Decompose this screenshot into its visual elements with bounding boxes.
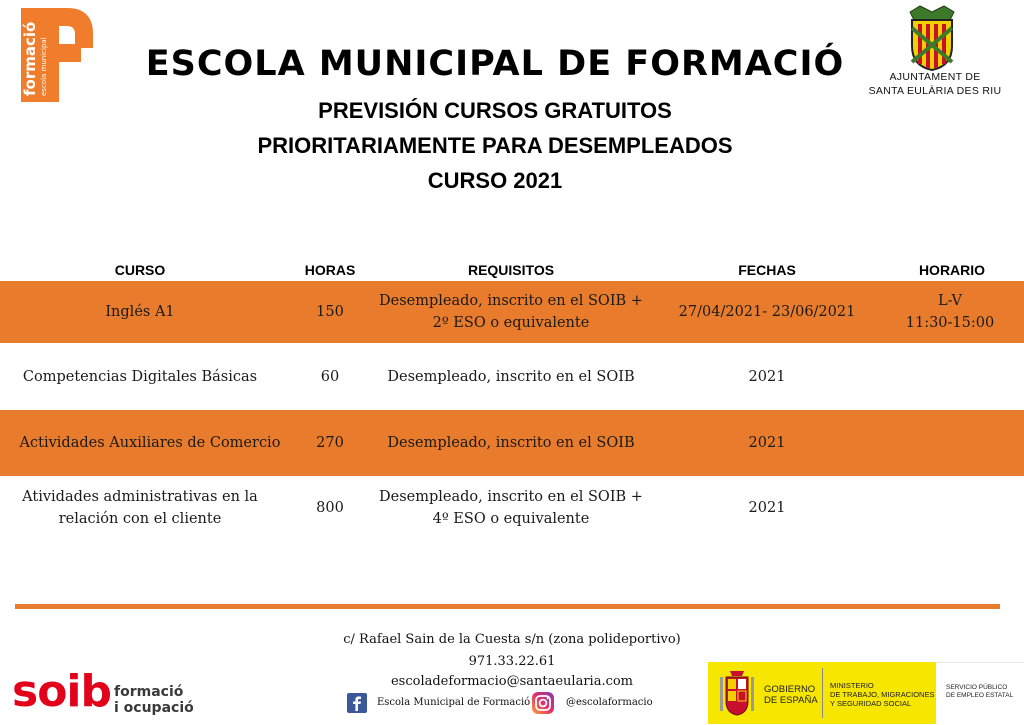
gobierno-line-1: GOBIERNO	[764, 684, 816, 695]
header-requisitos: REQUISITOS	[467, 262, 555, 278]
page-title: ESCOLA MUNICIPAL DE FORMACIÓ	[145, 44, 845, 84]
cell-horas: 150	[316, 304, 344, 320]
requisitos-line-1: Desempleado, inscrito en el SOIB +	[379, 489, 643, 505]
cell-horas: 800	[316, 500, 344, 516]
government-divider	[822, 668, 823, 718]
soib-logo-subtitle	[114, 684, 194, 716]
gobierno-label	[764, 684, 818, 706]
logo-subtext: escola municipal	[40, 37, 48, 96]
footer-email[interactable]: escoladeformacio@santaeularia.com	[390, 674, 634, 689]
cell-curso: Actividades Auxiliares de Comercio	[19, 435, 281, 451]
subtitle-line-3: CURSO 2021	[427, 168, 563, 193]
cell-fechas: 2021	[748, 369, 786, 385]
cell-curso: Inglés A1	[105, 304, 175, 320]
subtitle-line-2: PRIORITARIAMENTE PARA DESEMPLEADOS	[257, 133, 733, 158]
soib-logo-word: soib	[12, 666, 111, 717]
footer-phone: 971.33.22.61	[468, 654, 556, 669]
requisitos-line-1: Desempleado, inscrito en el SOIB +	[379, 293, 643, 309]
table-row	[0, 281, 1024, 343]
ministerio-label	[830, 681, 934, 708]
header-horas: HORAS	[304, 262, 356, 278]
cell-curso: Competencias Digitales Básicas	[22, 369, 258, 385]
cell-requisitos: Desempleado, inscrito en el SOIB	[387, 435, 635, 451]
footer-address: c/ Rafael Sain de la Cuesta s/n (zona polideportivo)	[343, 632, 681, 647]
cell-fechas: 2021	[748, 500, 786, 516]
ajuntament-label	[855, 70, 1015, 98]
requisitos-line-2: 2º ESO o equivalente	[432, 315, 590, 331]
cell-horario	[880, 281, 1020, 343]
footer-divider	[15, 604, 1000, 609]
header-horario: HORARIO	[918, 262, 986, 278]
cell-requisitos	[370, 281, 652, 343]
requisitos-line-2: 4º ESO o equivalente	[432, 511, 590, 527]
header-fechas: FECHAS	[738, 262, 796, 278]
horario-line-1: L-V	[938, 293, 962, 309]
logo-text: formació	[21, 21, 39, 96]
sepe-label	[946, 684, 1013, 700]
formacio-logo-icon	[15, 4, 95, 104]
instagram-icon[interactable]	[531, 691, 555, 715]
ministerio-line-1: MINISTERIO	[830, 681, 874, 690]
horario-line-2: 11:30-15:00	[905, 315, 995, 331]
cell-requisitos: Desempleado, inscrito en el SOIB	[387, 369, 635, 385]
cell-curso	[0, 478, 280, 538]
header-curso: CURSO	[114, 262, 166, 278]
gobierno-line-2: DE ESPAÑA	[764, 695, 818, 706]
soib-line-1: formació	[114, 684, 184, 700]
ajuntament-line-2: SANTA EULÀRIA DES RIU	[868, 85, 1002, 97]
curso-line-1: Atividades administrativas en la	[22, 489, 258, 505]
table-row	[0, 345, 1024, 409]
subtitle-line-1: PREVISIÓN CURSOS GRATUITOS	[318, 98, 672, 123]
municipal-crest-icon	[890, 4, 974, 72]
table-row	[0, 410, 1024, 476]
cell-horas: 60	[320, 369, 340, 385]
soib-line-2: i ocupació	[114, 700, 194, 716]
sepe-line-2: DE EMPLEO ESTATAL	[946, 692, 1014, 699]
cell-horas: 270	[316, 435, 344, 451]
cell-requisitos	[370, 478, 652, 538]
table-row	[0, 478, 1024, 538]
cell-fechas: 2021	[748, 435, 786, 451]
ministerio-line-2: DE TRABAJO, MIGRACIONES	[830, 690, 935, 699]
facebook-link[interactable]: Escola Municipal de Formació	[377, 697, 531, 708]
ajuntament-line-1: AJUNTAMENT DE	[889, 71, 981, 83]
curso-line-2: relación con el cliente	[58, 511, 222, 527]
facebook-icon[interactable]	[347, 693, 367, 713]
spain-coat-of-arms-icon	[716, 667, 758, 717]
cell-fechas: 27/04/2021- 23/06/2021	[678, 304, 856, 320]
ministerio-line-3: Y SEGURIDAD SOCIAL	[830, 699, 912, 708]
sepe-line-1: SERVICIO PÚBLICO	[946, 684, 1008, 691]
instagram-handle[interactable]: @escolaformacio	[566, 697, 653, 708]
